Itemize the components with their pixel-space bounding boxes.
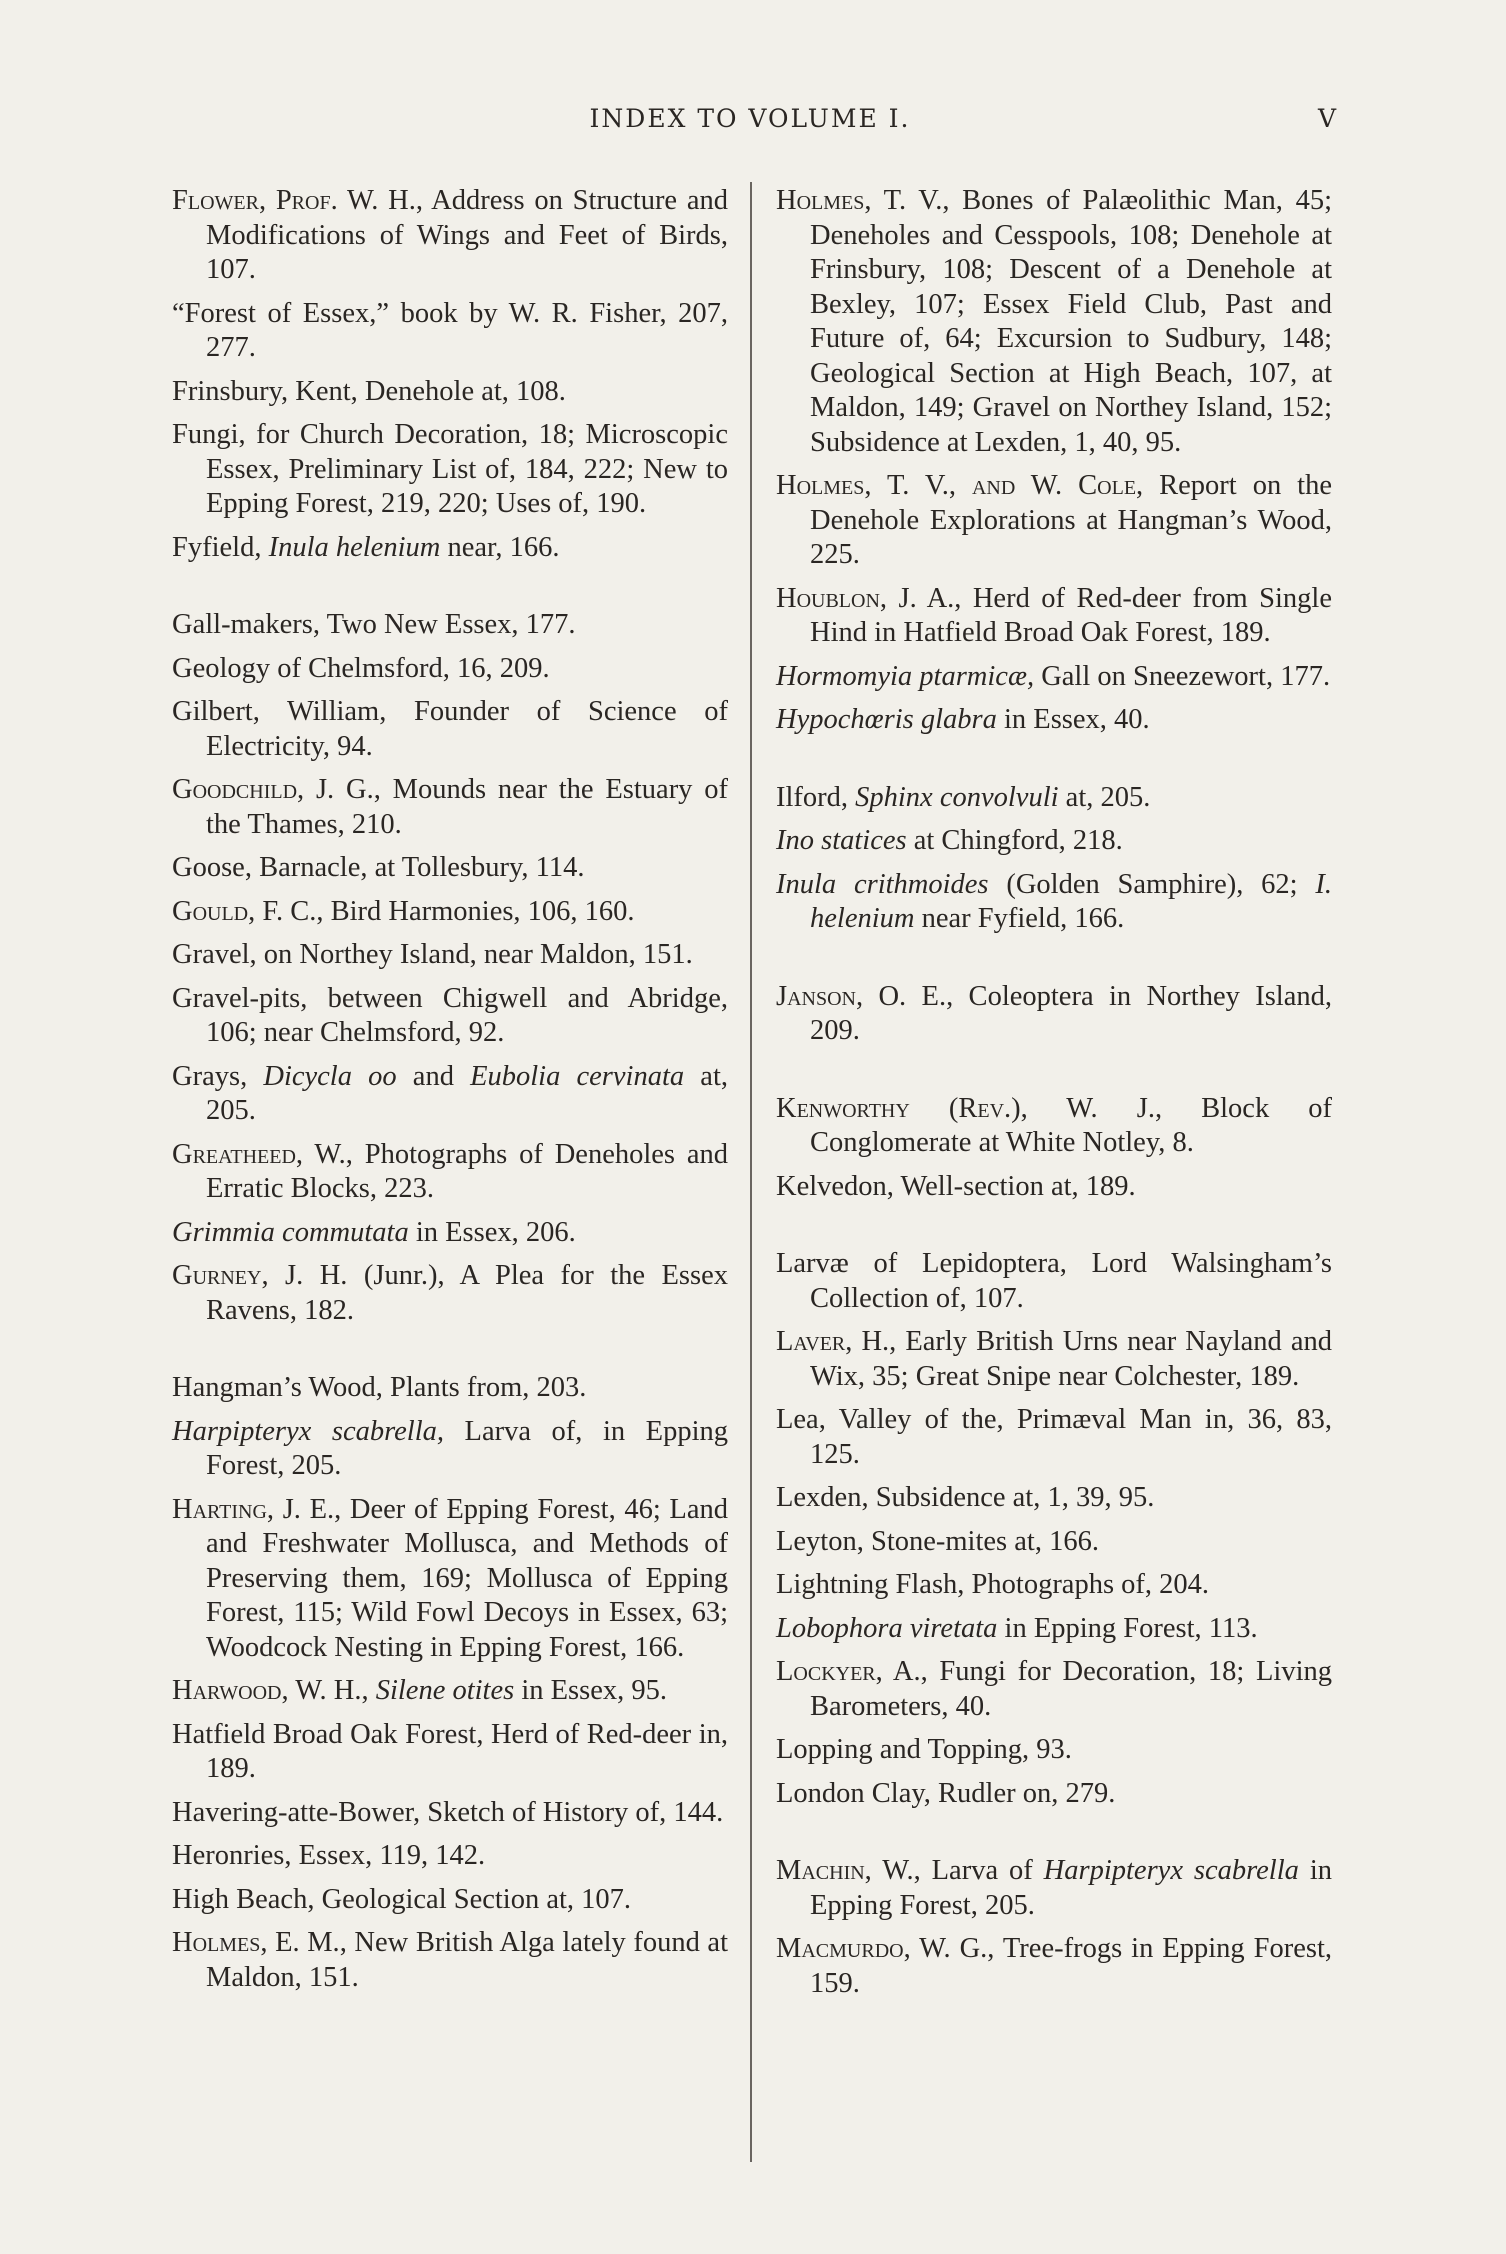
index-entry — [776, 868, 1332, 937]
entry-author: Gurney, J. H. — [172, 1260, 348, 1291]
index-entry — [776, 1655, 1332, 1724]
entry-text: Grays, — [172, 1060, 264, 1092]
entry-italic-term: Inula helenium — [268, 531, 441, 563]
index-entry — [172, 184, 728, 288]
index-entry — [172, 1718, 728, 1787]
entry-italic-term: Hypochœris glabra — [776, 704, 997, 735]
entry-text: (Junr.), A Plea for the Essex Ravens, 182. — [206, 1260, 728, 1326]
entry-text: at, 205. — [206, 1060, 728, 1126]
entry-text: Leyton, Stone-mites at, 166. — [776, 1525, 1099, 1557]
entry-text: , Mounds near the Estuary of the Thames, 210. — [206, 774, 728, 840]
entry-text: , Report on the Denehole Explorations at Hangman’s Wood, 225. — [810, 470, 1332, 570]
entry-author: Laver, H. — [776, 1326, 890, 1357]
entry-text: at, 205. — [1058, 781, 1151, 813]
index-entry — [172, 652, 728, 687]
index-entry — [776, 1481, 1332, 1516]
index-entry — [776, 980, 1332, 1049]
entry-text: (Golden Samphire), 62; — [988, 868, 1316, 900]
entry-text: and — [396, 1060, 471, 1092]
index-entry — [172, 1060, 728, 1129]
entry-author: Machin, W. — [776, 1855, 914, 1886]
entry-text: in Epping Forest, 113. — [997, 1612, 1258, 1644]
index-entry — [776, 184, 1332, 460]
entry-text: Larva of, in Epping Forest, 205. — [206, 1415, 729, 1481]
entry-text: Gravel-pits, between Chigwell and Abridge, 106; near Chelmsford, 92. — [172, 982, 728, 1048]
page-header — [0, 104, 1506, 144]
entry-text: at Chingford, 218. — [906, 825, 1123, 856]
entry-author: Holmes, E. M. — [172, 1927, 340, 1958]
entry-author: Holmes, T. V., and W. Cole — [776, 470, 1137, 501]
index-entry — [776, 703, 1332, 738]
index-entry — [172, 1674, 728, 1709]
entry-text: near Fyfield, 166. — [914, 903, 1125, 934]
index-entry — [172, 1415, 728, 1484]
index-entry — [776, 1170, 1332, 1205]
entry-italic-term: Grimmia commutata — [172, 1216, 409, 1248]
index-entry — [172, 531, 728, 566]
entry-text: , Tree-frogs in Epping Forest, 159. — [810, 1933, 1332, 1999]
entry-italic-term: Hormomyia ptarmicæ, — [776, 660, 1035, 692]
index-entry — [172, 938, 728, 973]
index-column-left — [172, 184, 728, 2004]
entry-text: , — [361, 1675, 376, 1706]
page-number: V — [1317, 104, 1336, 133]
entry-italic-term: Harpipteryx scabrella — [1043, 1855, 1299, 1886]
entry-text: Hangman’s Wood, Plants from, 203. — [172, 1372, 587, 1403]
letter-section-gap — [776, 747, 1332, 781]
entry-text: , Bird Harmonies, 106, 160. — [316, 895, 635, 927]
index-entry — [776, 469, 1332, 573]
column-divider — [750, 182, 752, 2162]
index-entry — [172, 1796, 728, 1831]
index-entry — [172, 773, 728, 842]
index-entry — [172, 1883, 728, 1918]
entry-italic-term: Dicycla oo — [263, 1060, 397, 1092]
entry-text: Geology of Chelmsford, 16, 209. — [172, 652, 550, 684]
entry-author: Janson, O. E. — [776, 980, 947, 1012]
entry-text: in Essex, 95. — [514, 1675, 668, 1706]
entry-text: , Early British Urns near Nayland and Wix, 35; Great Snipe near Colchester, 189. — [810, 1326, 1333, 1392]
index-entry — [776, 582, 1332, 651]
entry-author: Greatheed, W. — [172, 1138, 346, 1170]
entry-author: Harwood, W. H. — [172, 1675, 362, 1706]
entry-text: Gall on Sneezewort, 177. — [1034, 660, 1331, 692]
index-entry — [776, 824, 1332, 859]
entry-text: Kelvedon, Well-section at, 189. — [776, 1170, 1136, 1202]
entry-text: , Herd of Red-deer from Single Hind in Hatfield Broad Oak Forest, 189. — [810, 582, 1333, 648]
index-entry — [172, 1259, 728, 1328]
entry-author: Gould, F. C. — [172, 895, 317, 927]
entry-text: , Bones of Palæolithic Man, 45; Deneholes and Cesspools, 108; Denehole at Frinsbury, 108; Descent of a Denehole at Bexley, 107; Essex Field Club, Past and Future of, 64; Excursion to Sudbury, 148; Geological Section at High Beach, 107, at Maldon, 149; Gravel on Northey Island, 152; Subsidence at Lexden, 1, 40, 95. — [810, 185, 1332, 458]
index-column-right — [776, 184, 1332, 2010]
entry-text: , Coleoptera in Northey Island, 209. — [810, 980, 1332, 1046]
index-entry — [776, 1854, 1332, 1923]
index-entry — [776, 1612, 1332, 1647]
entry-text: , Photographs of Deneholes and Erratic Blocks, 223. — [206, 1138, 728, 1204]
entry-italic-term: Ino statices — [776, 825, 907, 856]
entry-text: , Fungi for Decoration, 18; Living Barometers, 40. — [810, 1656, 1332, 1722]
letter-section-gap — [776, 1058, 1332, 1092]
index-entry — [776, 781, 1332, 816]
entry-italic-term: I. helenium — [810, 868, 1332, 934]
entry-text: Havering-atte-Bower, Sketch of History of, 144. — [172, 1796, 724, 1828]
index-entry — [172, 1138, 728, 1207]
index-entry — [172, 895, 728, 930]
entry-author: Goodchild, J. G. — [172, 774, 374, 805]
entry-text: “Forest of Essex,” book by W. R. Fisher, 207, 277. — [172, 297, 728, 363]
entry-text: Gilbert, William, Founder of Science of Electricity, 94. — [172, 696, 728, 762]
index-entry — [172, 982, 728, 1051]
index-entry — [776, 1568, 1332, 1603]
entry-text: Ilford, — [776, 781, 856, 813]
entry-text: in Essex, 206. — [408, 1216, 576, 1248]
entry-text: Lexden, Subsidence at, 1, 39, 95. — [776, 1482, 1155, 1513]
index-entry — [776, 660, 1332, 695]
entry-italic-term: Eubolia cervinata — [470, 1060, 685, 1092]
index-entry — [776, 1777, 1332, 1812]
entry-text: , Larva of — [913, 1855, 1044, 1886]
entry-text: London Clay, Rudler on, 279. — [776, 1777, 1116, 1809]
index-entry — [776, 1403, 1332, 1472]
entry-text: , Block of Conglomerate at White Notley, 8. — [810, 1092, 1332, 1158]
entry-author: Lockyer, A. — [776, 1656, 921, 1687]
index-entry — [172, 1926, 728, 1995]
index-entry — [776, 1325, 1332, 1394]
entry-italic-term: Inula crithmoides — [776, 868, 989, 900]
index-entry — [172, 418, 728, 522]
index-entry — [172, 1839, 728, 1874]
index-entry — [172, 1216, 728, 1251]
entry-text: Heronries, Essex, 119, 142. — [172, 1840, 486, 1871]
entry-author: Flower, Prof. W. H. — [172, 185, 416, 216]
entry-author: Macmurdo, W. G. — [776, 1933, 988, 1964]
index-entry — [172, 1371, 728, 1406]
index-entry — [776, 1092, 1332, 1161]
index-entry — [776, 1247, 1332, 1316]
index-entry — [172, 297, 728, 366]
running-title: INDEX TO VOLUME I. — [589, 104, 911, 133]
index-entry — [776, 1932, 1332, 2001]
entry-text: Gall-makers, Two New Essex, 177. — [172, 609, 576, 640]
entry-text: Frinsbury, Kent, Denehole at, 108. — [172, 375, 566, 407]
index-entry — [172, 695, 728, 764]
index-entry — [172, 608, 728, 643]
letter-section-gap — [776, 1213, 1332, 1247]
letter-section-gap — [172, 1337, 728, 1371]
index-entry — [172, 1493, 728, 1666]
entry-text: Lea, Valley of the, Primæval Man in, 36, 83, 125. — [776, 1404, 1332, 1470]
entry-italic-term: Harpipteryx scabrella, — [172, 1415, 444, 1447]
entry-italic-term: Sphinx convolvuli — [855, 781, 1059, 813]
letter-section-gap — [776, 946, 1332, 980]
entry-text: High Beach, Geological Section at, 107. — [172, 1883, 632, 1915]
entry-text: Lopping and Topping, 93. — [776, 1734, 1072, 1765]
entry-author: Harting, J. E. — [172, 1493, 335, 1525]
index-entry — [776, 1525, 1332, 1560]
entry-text: , Deer of Epping Forest, 46; Land and Freshwater Mollusca, and Methods of Preserving them, 169; Mollusca of Epping Forest, 115; Wild Fowl Decoys in Essex, 63; Woodcock Nesting in Epping Forest, 166. — [206, 1493, 728, 1663]
index-entry — [172, 375, 728, 410]
entry-italic-term: Lobophora viretata — [776, 1612, 998, 1644]
entry-text: Hatfield Broad Oak Forest, Herd of Red-deer in, 189. — [172, 1718, 728, 1784]
entry-text: Goose, Barnacle, at Tollesbury, 114. — [172, 852, 585, 883]
entry-text: in Essex, 40. — [996, 704, 1150, 735]
entry-text: Lightning Flash, Photographs of, 204. — [776, 1569, 1210, 1600]
entry-text: Fyfield, — [172, 531, 269, 563]
entry-author: Houblon, J. A. — [776, 582, 955, 614]
index-entry — [172, 851, 728, 886]
entry-author: Kenworthy (Rev.), W. J. — [776, 1092, 1155, 1124]
entry-text: Fungi, for Church Decoration, 18; Microscopic Essex, Preliminary List of, 184, 222; New to Epping Forest, 219, 220; Uses of, 190. — [172, 419, 728, 519]
entry-text: , New British Alga lately found at Maldon, 151. — [206, 1927, 728, 1993]
entry-italic-term: Silene otites — [375, 1675, 515, 1706]
letter-section-gap — [172, 574, 728, 608]
index-entry — [776, 1733, 1332, 1768]
letter-section-gap — [776, 1820, 1332, 1854]
entry-author: Holmes, T. V. — [776, 185, 943, 216]
entry-text: , Address on Structure and Modifications of Wings and Feet of Birds, 107. — [206, 185, 728, 285]
entry-text: Larvæ of Lepidoptera, Lord Walsingham’s Collection of, 107. — [776, 1248, 1332, 1314]
entry-text: near, 166. — [440, 531, 560, 563]
entry-text: in Epping Forest, 205. — [810, 1855, 1332, 1921]
entry-text: Gravel, on Northey Island, near Maldon, 151. — [172, 939, 693, 970]
